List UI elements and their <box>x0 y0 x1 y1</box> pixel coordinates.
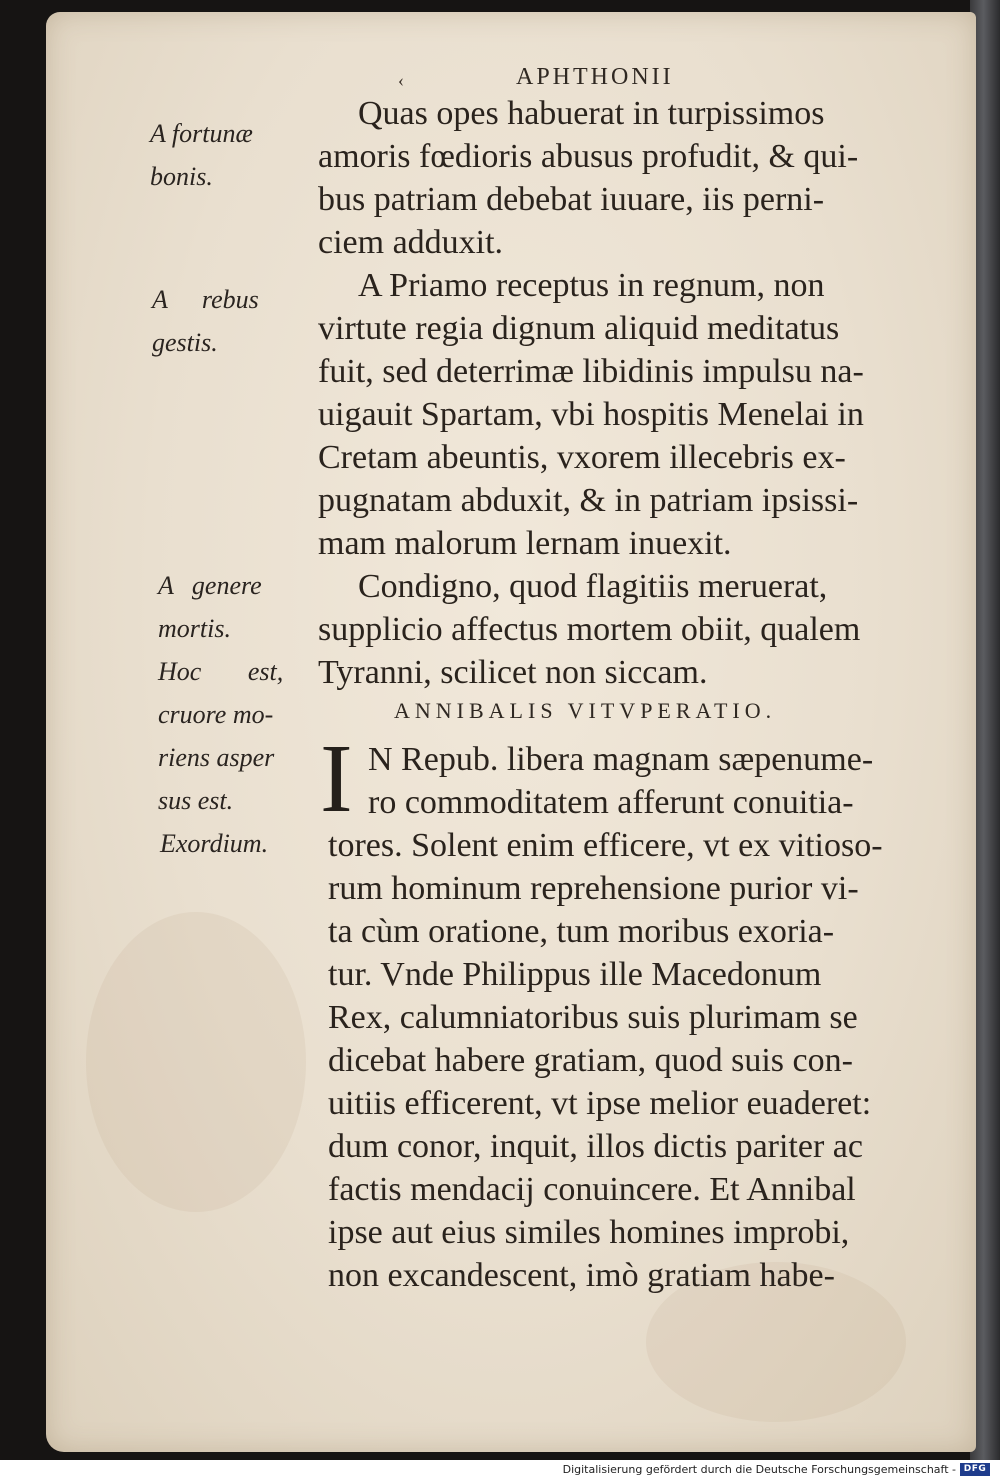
text-line: N Repub. libera magnam sæpenume- <box>368 741 874 778</box>
margin-note-line: sus est. <box>158 786 234 815</box>
page-stain <box>86 912 306 1212</box>
text-line: non excandescent, imò gratiam habe- <box>328 1257 835 1294</box>
text-line: ipse aut eius similes homines improbi, <box>328 1214 850 1251</box>
text-line: rum hominum reprehensione purior vi- <box>328 870 859 907</box>
text-line: A Priamo receptus in regnum, non <box>358 267 825 304</box>
text-line: dicebat habere gratiam, quod suis con- <box>328 1042 853 1079</box>
text-line: Cretam abeuntis, vxorem illecebris ex- <box>318 439 846 476</box>
margin-note-line: A genere <box>158 571 262 600</box>
book-page <box>46 12 976 1452</box>
footer-credit: Digitalisierung gefördert durch die Deutsche Forschungsgemeinschaft - <box>562 1463 956 1476</box>
header-mark: ‹ <box>398 70 404 90</box>
margin-note-line: A fortunæ <box>150 119 253 148</box>
text-line: pugnatam abduxit, & in patriam ipsissi- <box>318 482 859 519</box>
running-header: APHTHONII <box>516 64 674 90</box>
text-line: Tyranni, scilicet non siccam. <box>318 654 708 691</box>
text-line: ciem adduxit. <box>318 224 504 261</box>
text-line: tores. Solent enim efficere, vt ex vitioso- <box>328 827 883 864</box>
text-line: virtute regia dignum aliquid meditatus <box>318 310 840 347</box>
text-line: supplicio affectus mortem obiit, qualem <box>318 611 861 648</box>
margin-note-rebus <box>152 278 259 364</box>
text-line: Condigno, quod flagitiis meruerat, <box>358 568 828 605</box>
text-line: Quas opes habuerat in turpissimos <box>358 95 825 132</box>
margin-note-fortunae <box>150 112 253 198</box>
text-line: amoris fœdioris abusus profudit, & qui- <box>318 138 859 175</box>
text-line: mam malorum lernam inuexit. <box>318 525 732 562</box>
drop-cap: I <box>320 725 353 833</box>
dfg-logo-icon: DFG <box>960 1463 990 1476</box>
margin-note-line: mortis. <box>158 614 231 643</box>
text-line: Rex, calumniatoribus suis plurimam se <box>328 999 858 1036</box>
margin-note-line: Hoc est, <box>158 657 284 686</box>
text-line: ta cùm oratione, tum moribus exoria- <box>328 913 835 950</box>
text-line: dum conor, inquit, illos dictis pariter ac <box>328 1128 863 1165</box>
text-line: ro commoditatem afferunt conuitia- <box>368 784 854 821</box>
margin-note-line: bonis. <box>150 162 213 191</box>
margin-note-exordium: Exordium. <box>160 829 269 858</box>
text-line: factis mendacij conuincere. Et Annibal <box>328 1171 856 1208</box>
text-line: tur. Vnde Philippus ille Macedonum <box>328 956 822 993</box>
section-title: ANNIBALIS VITVPERATIO. <box>394 698 777 723</box>
text-line: uitiis efficerent, vt ipse melior euaderet: <box>328 1085 872 1122</box>
footer-bar <box>0 1460 1000 1479</box>
margin-note-line: gestis. <box>152 328 218 357</box>
margin-note-line: A rebus <box>152 285 259 314</box>
text-line: uigauit Spartam, vbi hospitis Menelai in <box>318 396 864 433</box>
margin-note-genere <box>158 564 283 822</box>
margin-note-line: riens asper <box>158 743 275 772</box>
text-line: bus patriam debebat iuuare, iis perni- <box>318 181 825 218</box>
margin-note-line: cruore mo- <box>158 700 274 729</box>
text-line: fuit, sed deterrimæ libidinis impulsu na- <box>318 353 864 390</box>
